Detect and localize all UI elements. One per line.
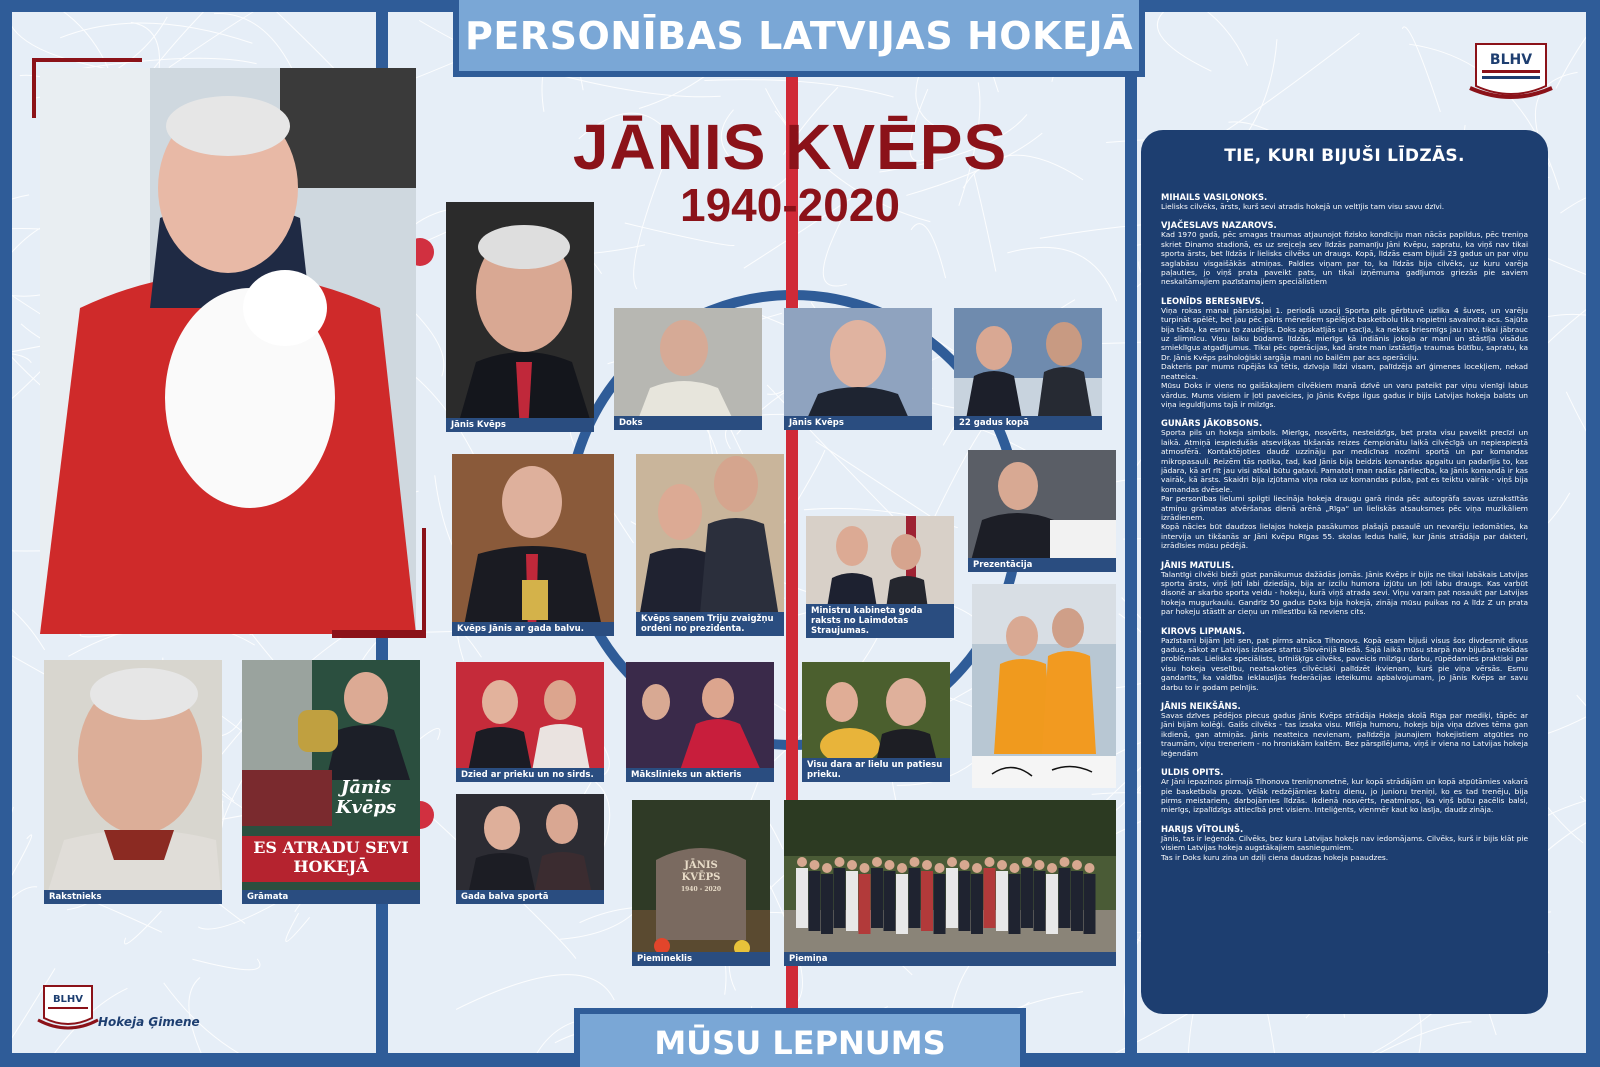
testimonial-text: Lielisks cilvēks, ārsts, kurš sevi atradis hokejā un veltījis tam visu savu dzīvi. xyxy=(1161,202,1445,211)
logo-abbr: BLHV xyxy=(1489,52,1533,68)
testimonial-author: MIHAILS VASIĻONOKS. xyxy=(1161,192,1268,202)
crowd-person-head xyxy=(1022,857,1032,867)
crowd-person-body xyxy=(809,871,821,931)
crowd-person-head xyxy=(1047,863,1057,873)
crowd-person-body xyxy=(1009,874,1021,934)
photo-janis-kveps-1 xyxy=(446,202,594,432)
frame-left xyxy=(0,0,12,1067)
caption: Jānis Kvēps xyxy=(784,416,932,430)
caption: Gada balva sportā xyxy=(456,890,604,904)
testimonial-author: GUNĀRS JĀKOBSONS. xyxy=(1161,418,1263,429)
book-author xyxy=(312,778,420,818)
photo-piemina xyxy=(784,800,1116,966)
caption: Visu dara ar lielu un patiesu prieku. xyxy=(802,758,950,782)
monument-line2: KVĒPS xyxy=(681,872,721,883)
crowd-person-head xyxy=(835,857,845,867)
book-title-line2: HOKEJĀ xyxy=(293,857,369,876)
monument-inscription xyxy=(632,860,770,896)
frame-right xyxy=(1586,0,1600,1067)
footer-banner xyxy=(574,1008,1026,1067)
photo-ministru-kabineta-goda-raksts xyxy=(806,516,954,638)
photo-22-gadus-kopa xyxy=(954,308,1102,430)
caption: 22 gadus kopā xyxy=(954,416,1102,430)
crowd-person-head xyxy=(1035,860,1045,870)
testimonial-text: Viņa rokas manai pārsistajai 1. periodā uzacij Sporta pils gērbtuvē uzlika 4 šuves, un varēju turpināt spēlēt, bet jau pēc pāris mēnešiem spēlējot basketbolu tika nopietni savainota acs. Sajūta bija tāda, ka esmu to zaudējis. Doks apskatījās un sacīja, ka nekas briesmīgs jau nav, tikai jābrauc uz slimnīcu. Visu laiku būdams līdzās, mierīgs kā indiānis jokoja ar mani un stāstīja visādus smieklīgus atgadījumus. Tikai pēc operācijas, kad ārste man izstāstīja traumas būtību, sapratu, ka Dr. Jānis Kvēps psiholoģiski sargāja mani no bailēm par acs operāciju. Dakteris par mums rūpējās kā tētis, dzīvoja līdzi visam, palīdzēja arī ģimenes locekļiem, nekad neatteica. Mūsu Doks ir viens no gaišākajiem cilvēkiem manā dzīvē un varu pateikt par viņu vienīgi labus vārdus. Mums visiem ir ļoti paveicies, jo Jānis Kvēps ilgus gadus ir bijis Latvijas hokeja balsts un viņa ieguldījums tajā ir milzīgs. xyxy=(1161,305,1528,409)
monument-line3: 1940 - 2020 xyxy=(680,886,722,893)
testimonial-entry xyxy=(1161,220,1528,286)
crowd-person-body xyxy=(1046,874,1058,934)
testimonial-text: Jānis, tas ir leģenda. Cilvēks, bez kura Latvijas hokejs nav iedomājams. Cilvēks, kurš ir bijis klāt pie visiem Latvijas hokeja augstākajiem sasniegumiem. Tas ir Doks kuru zina un dziļi ciena daudzas hokeja paaudzes. xyxy=(1161,833,1528,862)
panel-title: TIE, KURI BIJUŠI LĪDZĀS. xyxy=(1224,146,1465,166)
testimonial-author: HARIJS VĪTOLIŅŠ. xyxy=(1161,823,1244,834)
testimonial-text: Savas dzīves pēdējos piecus gadus Jānis Kvēps strādāja Hokeja skolā Rīga par mediķi, tāpēc ar Jāni bijām kolēģi. Gaišs cilvēks - tas izsaka visu. Mīlēja humoru, hokejs bija viņa dzīves tēma gan ikdienā, gan atmiņās. Jānis neatteica nevienam, palīdzēja jaunajiem hokejistiem atgūties no traumām, viņu treneriem - no hroniskām kaitēm. Bez pārspīlējuma, viņš ir viena no Latvijas hokeja leģendām xyxy=(1161,711,1528,758)
photo-rakstnieks xyxy=(44,660,222,904)
crowd-person-body xyxy=(1084,874,1096,934)
photo-dzied-ar-prieku xyxy=(456,662,604,782)
caption: Doks xyxy=(614,416,762,430)
caption: Grāmata xyxy=(242,890,420,904)
testimonial-author: JĀNIS MATULIS. xyxy=(1161,559,1235,570)
caption: Piemiņa xyxy=(784,952,1116,966)
caption: Jānis Kvēps xyxy=(446,418,594,432)
life-years: 1940-2020 xyxy=(680,179,900,231)
crowd-person-body xyxy=(896,874,908,934)
testimonial-author: LEONĪDS BERESNEVS. xyxy=(1161,295,1264,306)
person-name: JĀNIS KVĒPS xyxy=(572,111,1008,183)
testimonial-entry xyxy=(1161,192,1528,211)
crowd-person-head xyxy=(972,863,982,873)
photo-doks xyxy=(614,308,762,430)
crowd-person-body xyxy=(959,871,971,931)
logo-tagline: Hokeja Ģimene xyxy=(98,1015,200,1029)
crowd-person-head xyxy=(897,863,907,873)
testimonial-text: Kad 1970 gadā, pēc smagas traumas atjaunojot fizisko kondīciju man nācās papildus, pēc treniņa skriet Dinamo stadionā, es uz sreįceļa sev līdzās pamanīju Jāni Kvēpu, sapratu, ka viņš nav tikai sporta ārsts, bet līdzās ir lielisks cilvēks un draugs. Kopā, līdzās esam bijuši 23 gadus un par viņu saglabāsu visgaišākās atmiņas. Paldies viņam par to, ka līdzās bija cilvēks, uz kuru varēja paļauties, jo viņš prata paveikt pats, un tikai izņēmuma gadījumos griezās pie saviem neskaitāmajiem pazīstamajiem speciālistiem xyxy=(1161,230,1528,287)
crowd-person-head xyxy=(922,860,932,870)
caption: Kvēps Jānis ar gada balvu. xyxy=(452,622,614,636)
crowd-person-body xyxy=(846,871,858,931)
crowd-person-head xyxy=(935,863,945,873)
crowd-person-head xyxy=(872,857,882,867)
testimonial-entry xyxy=(1161,626,1528,692)
crowd-person-body xyxy=(946,868,958,928)
photo-piemineklis xyxy=(632,800,770,966)
caption: Dzied ar prieku un no sirds. xyxy=(456,768,604,782)
crowd-person-body xyxy=(859,874,871,934)
crowd-person-body xyxy=(971,874,983,934)
caption: Ministru kabineta goda raksts no Laimdotas Straujumas. xyxy=(806,604,954,638)
crowd-person-body xyxy=(871,868,883,928)
crowd-person-body xyxy=(1071,871,1083,931)
red-corner-frame xyxy=(32,58,426,638)
crowd-person-head xyxy=(810,860,820,870)
testimonial-entry xyxy=(1161,767,1528,815)
crowd-person-body xyxy=(796,868,808,928)
crowd-person-head xyxy=(797,857,807,867)
testimonial-text: Sporta pils un hokeja simbols. Mierīgs, nosvērts, nesteidzīgs, bet prata visu paveikt precīzi un laikā. Atmiņā iespiedušās atsevišķas tikšanās reizes čempionātu laikā cilvēcīgā un nepiespiestā atmosfērā. Kontaktējoties daudz uzzināju par medicīnas nozīmi sportā un par komandas mikropasauli. Reizēm tās notika, tad, kad Jānis bija beidzis komandas apgaitu un padarījis to, kas jādara, kā arī rīt jau visi atkal būtu gatavi. Pamatoti man radās pārliecība, ka Jānis komandā ir kas vairāk, kā ārsts. Skaidri bija izjūtama viņa roka uz komandas pulsa, pat es teiktu vairāk - viņš bija komandas dvēsele. Par personības lielumi spilgti liecināja hokeja draugu garā rinda pēc autogrāfa savas uzrakstītās atmiņu grāmatas atvēršanas dienā arēnā „Rīga“ un lieliskās atsauksmes pēc viņa muzikāliem izrādienem. Kopā nācies būt daudzos lielajos hokeja pasākumos plašajā pasaulē un nevarēju iedomāties, ka intervija un tikšanās ar Jāni Kvēpu Rīgas 55. skolas ledus hallē, kur Jānis strādāja par dakteri, izrādīsies mūsu pēdējā. xyxy=(1161,428,1528,551)
blhv-logo-small xyxy=(36,980,100,1036)
monument-line1: JĀNIS xyxy=(684,860,718,871)
caption: Rakstnieks xyxy=(44,890,222,904)
book-author-line2: Kvēps xyxy=(335,797,397,818)
testimonial-entry xyxy=(1161,824,1528,862)
testimonials-list xyxy=(1161,192,1528,862)
crowd-person-body xyxy=(934,874,946,934)
testimonial-entry xyxy=(1161,418,1528,550)
logo-abbr-small: BLHV xyxy=(52,994,84,1005)
crowd-person-head xyxy=(985,857,995,867)
blue-line-right xyxy=(1125,0,1137,1067)
crowd-person-head xyxy=(847,860,857,870)
book-title-line1: ES ATRADU SEVI xyxy=(253,838,409,857)
book-title xyxy=(242,838,420,876)
caption: Piemineklis xyxy=(632,952,770,966)
testimonial-text: Pazīstami bijām ļoti sen, pat pirms atnāca Tihonovs. Kopā esam bijuši visus šos divdesmit divus gadus, sākot ar Latvijas izlases startu Slovēnijā Bledā. Šajā laikā mūsu starpā nav bijušas nekādas problēmas. Lielisks speciālists, brīnišķīgs cilvēks, paveicis milzīgu darbu, rūpēdamies praktiski par visu hokeja veselību, neatsakoties cilvēciski palīdzēt ikvienam, kurš pie viņa vērsās. Esmu gandarīts, ka valdība ieklausījās federācijas ieteikumu apbalvojumam, jo Jānis Kvēps ar savu darbu to ir godam pelnījis. xyxy=(1161,635,1528,692)
crowd-person-body xyxy=(921,871,933,931)
crowd-person-body xyxy=(1021,868,1033,928)
testimonial-author: KIROVS LIPMANS. xyxy=(1161,625,1246,636)
crowd-person-body xyxy=(984,868,996,928)
header-title: PERSONĪBAS LATVIJAS HOKEJĀ xyxy=(465,14,1133,58)
caption: Kvēps saņem Triju zvaigžņu ordeni no prezidenta. xyxy=(636,612,784,636)
testimonial-text: Talantīgi cilvēki bieži gūst panākumus dažādās jomās. Jānis Kvēps ir bijis ne tikai labākais Latvijas sporta ārsts, viņš ļoti labi dziedāja, bija ar izcilu humora izjūtu un ļoti labu draugs. Kas varbūt disonē ar skarbo sporta veidu - hokeju, kurā viņš atrada sevi. Viņu varam pat nosaukt par Latvijas hokeja mugurkaulu. Gandrīz 50 gadus Doks bija hokejā, zināja mūsu puikas no A līdz Z un prata par hokeju stāstīt ar cieņu un mīlestību kā neviens cits. xyxy=(1161,569,1528,617)
crowd-person-head xyxy=(885,860,895,870)
photo-prezentacija xyxy=(968,450,1116,572)
crowd-person-head xyxy=(822,863,832,873)
crowd-person-head xyxy=(1010,863,1020,873)
crowd-person-body xyxy=(884,871,896,931)
photo-visu-dara-ar-prieku xyxy=(802,662,950,782)
photo-gada-balva-sporta xyxy=(456,794,604,904)
blhv-logo xyxy=(1468,36,1554,106)
testimonial-author: ULDIS OPITS. xyxy=(1161,767,1224,778)
caption: Mākslinieks un aktieris xyxy=(626,768,774,782)
crowd-person-body xyxy=(909,868,921,928)
photo-makslinieks-un-aktieris xyxy=(626,662,774,782)
book-author-line1: Jānis xyxy=(340,777,392,798)
testimonials-panel xyxy=(1141,130,1548,1014)
footer-title: MŪSU LEPNUMS xyxy=(654,1024,946,1062)
testimonial-author: JĀNIS NEIKŠĀNS. xyxy=(1161,701,1241,712)
crowd-person-head xyxy=(1085,863,1095,873)
photo-ar-autografiem xyxy=(972,584,1116,788)
crowd-person-body xyxy=(821,874,833,934)
testimonial-entry xyxy=(1161,560,1528,617)
testimonial-entry xyxy=(1161,296,1528,409)
crowd-person-head xyxy=(1072,860,1082,870)
crowd-person-body xyxy=(1059,868,1071,928)
photo-gramata xyxy=(242,660,420,904)
crowd-person-body xyxy=(1034,871,1046,931)
testimonial-entry xyxy=(1161,701,1528,758)
crowd-person-head xyxy=(1060,857,1070,867)
crowd-person-head xyxy=(910,857,920,867)
testimonial-author: VJAČESLAVS NAZAROVS. xyxy=(1161,220,1277,231)
photo-triju-zvaigznu-ordenis xyxy=(636,454,784,636)
caption: Prezentācija xyxy=(968,558,1116,572)
crowd-person-body xyxy=(996,871,1008,931)
header-banner xyxy=(453,0,1145,77)
crowd-person-head xyxy=(860,863,870,873)
testimonial-text: Ar Jāni iepazinos pirmajā Tihonova treniņnometnē, kur kopā strādājām un kopā atpūtāmies vakarā pie basketbola grozа. Vēlāk redzējāmies katru dienu, jo junioru treniņi, ko es tad trenēju, bija pirms meistariem, darbojāmies līdzās. Ikdienā nosvērts, neatminos, ka viņš būtu pacēlis balsi, mierīgs, izpalīdzīgs attiecībā pret visiem. Inteliģents, vienmēr kaut ko lasīja, daudz zināja. xyxy=(1161,777,1528,815)
crowd-person-body xyxy=(834,868,846,928)
crowd-person-head xyxy=(960,860,970,870)
photo-gada-balva xyxy=(452,454,614,636)
crowd-person-head xyxy=(997,860,1007,870)
crowd-person-head xyxy=(947,857,957,867)
photo-janis-kveps-2 xyxy=(784,308,932,430)
